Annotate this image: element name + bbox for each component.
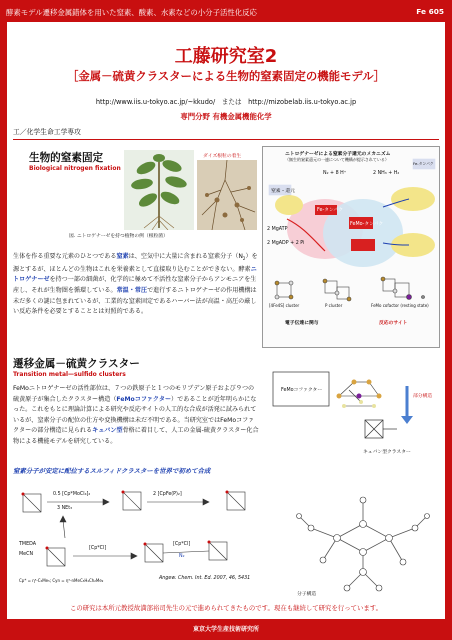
footer: 東京大学生産技術研究所 (192, 626, 259, 633)
pcluster-label: P cluster (325, 303, 343, 308)
section2-heading-en: Transition metal—sulfido clusters (13, 371, 126, 378)
header-topic: 酵素モデル遷移金属錯体を用いた窒素、酸素、水素などの小分子活性化反応 (6, 8, 257, 17)
crystal-structure (287, 480, 439, 600)
section3-heading: 窒素分子が安定に配位するスルフィドクラスターを世界で初めて合成 (13, 467, 211, 475)
nh3-label: 2 NH₃ + H₂ (373, 171, 400, 176)
poster-panel (7, 22, 445, 619)
synthesis-scheme (13, 480, 283, 598)
acknowledgement: この研究は本所元教授故満部裕司先生の元で進められてきたものです。現在も継続して研究を行っています。 (69, 604, 383, 612)
nodule-photo (197, 160, 257, 230)
diagram-title: ニトロゲナーゼによる窒素分子還元のメカニズム (285, 152, 391, 157)
nodule-label: ダイズ根粒の着生 (203, 154, 242, 159)
photo-caption: 図. ニトロゲナーゼを持つ植物の例（根粒菌） (69, 234, 168, 239)
lab-title: 工藤研究室2 (174, 46, 278, 67)
poster-subtitle: ［金属－硫黄クラスターによる生物的窒素固定の機能モデル］ (66, 69, 386, 83)
scheme-footnote: Cp* = η⁵-C₅Me₅; Cyn = η⁵-nMeC₅H₄Ch₂Me₂ (19, 578, 104, 583)
reaction-label: 反応のサイト (379, 321, 408, 326)
scheme-label-7: [Cp*Cl] (173, 542, 191, 547)
specialty: 専門分野 有機金属機能化学 (180, 112, 272, 121)
lab-urls: http://www.iis.u-tokyo.ac.jp/~kkudo/ または http://mizobelab.iis.u-tokyo.ac.jp (95, 98, 357, 106)
partial-structure-label: 部分構造 (413, 394, 433, 399)
scheme-label-8: N₂ (179, 554, 185, 559)
citation: Angew. Chem. Int. Ed. 2007, 46, 5431 (159, 576, 251, 581)
scheme-label-4: TMEDA (19, 542, 36, 547)
femoco-caption: FeMoコファクター (281, 388, 323, 393)
section1-heading-en: Biological nitrogen fixation (29, 165, 121, 172)
crystal-label: 分子構造 (297, 592, 317, 597)
section2-heading: 遷移金属－硫黄クラスター (13, 358, 140, 370)
scheme-label-6: [Cp*Cl] (89, 546, 107, 551)
fe4s4-label: [4Fe4S] cluster (269, 303, 300, 308)
fe-label: Fe-タンパク (317, 208, 344, 213)
scheme-label-1: 0.5 [Cp*MoCl₄]₂ (53, 492, 91, 497)
electron-label: 電子伝達に関与 (285, 321, 319, 326)
section2-paragraph: FeMoニトロゲナーゼの活性部位は、７つの鉄原子と１つのモリブデン原子および９つの硫黄原子が集合したクラスター構造（FeMoコファクター）であることが近年明らかになった。これをもとに理論計算による研究や反応サイトの人工的な合成が活発に試みられているが、窒素分子の配位の仕方や変換機構は未だ不明である。当研究室ではFeMoコファクターの部分構造に見られるキュバン型骨格に着目して、人工の金属-硫黄クラスター化合物による機能モデルを研究している。 (13, 385, 259, 445)
scheme-label-2: 3 NEt₃ (57, 506, 72, 511)
section1-paragraph: 生体を作る重要な元素のひとつである窒素は、空気中に大量に含まれる窒素分子$(N_2)$を源とするが、ほとんどの生物はこれを栄養素として直接取り込むことができない。酵素ニトロゲナーゼを持つ一部の細菌が、化学的に極めて不活性な窒素分子からアンモニアを生産し、それが生物圏を循環している。常温・常圧で進行するニトロゲナーゼの作用機構は未だ多くの謎に包まれているが、工業的な窒素固定であるハーバー法が高温・高圧の厳しい反応条件を必要とすることとは対照的である。 (13, 253, 258, 316)
divider (13, 139, 439, 140)
scheme-label-5: MeCN (19, 552, 34, 557)
femoco-label: FeMo cofactor (resting state) (371, 303, 429, 308)
femo-label: FeMo-タンパク (350, 222, 384, 227)
nitrogenase-diagram (262, 146, 440, 348)
scheme-label-3: 2 [CpFe(P)₂] (153, 492, 182, 497)
box-right-label: Fe-タンパク (413, 161, 434, 166)
plant-photo (124, 150, 194, 230)
poster-code: Fe 605 (416, 7, 444, 16)
header-bar (0, 0, 452, 22)
adp-label: 2 MgADP + 2 Pi (267, 241, 305, 246)
cubane-label: キュバン型クラスター (363, 450, 411, 455)
diagram-subtitle: （無生的窒素還元の一連について機構が提示されている） (285, 157, 389, 162)
section1-heading: 生物的窒素固定 (29, 152, 104, 164)
box-left-label: 窒素・還元 (271, 189, 295, 194)
cluster-figure (269, 356, 439, 460)
n2-label: N₂ + 8 H⁺ (323, 171, 347, 176)
atp-label: 2 MgATP (267, 227, 288, 232)
department: 工／化学生命工学専攻 (13, 128, 81, 136)
